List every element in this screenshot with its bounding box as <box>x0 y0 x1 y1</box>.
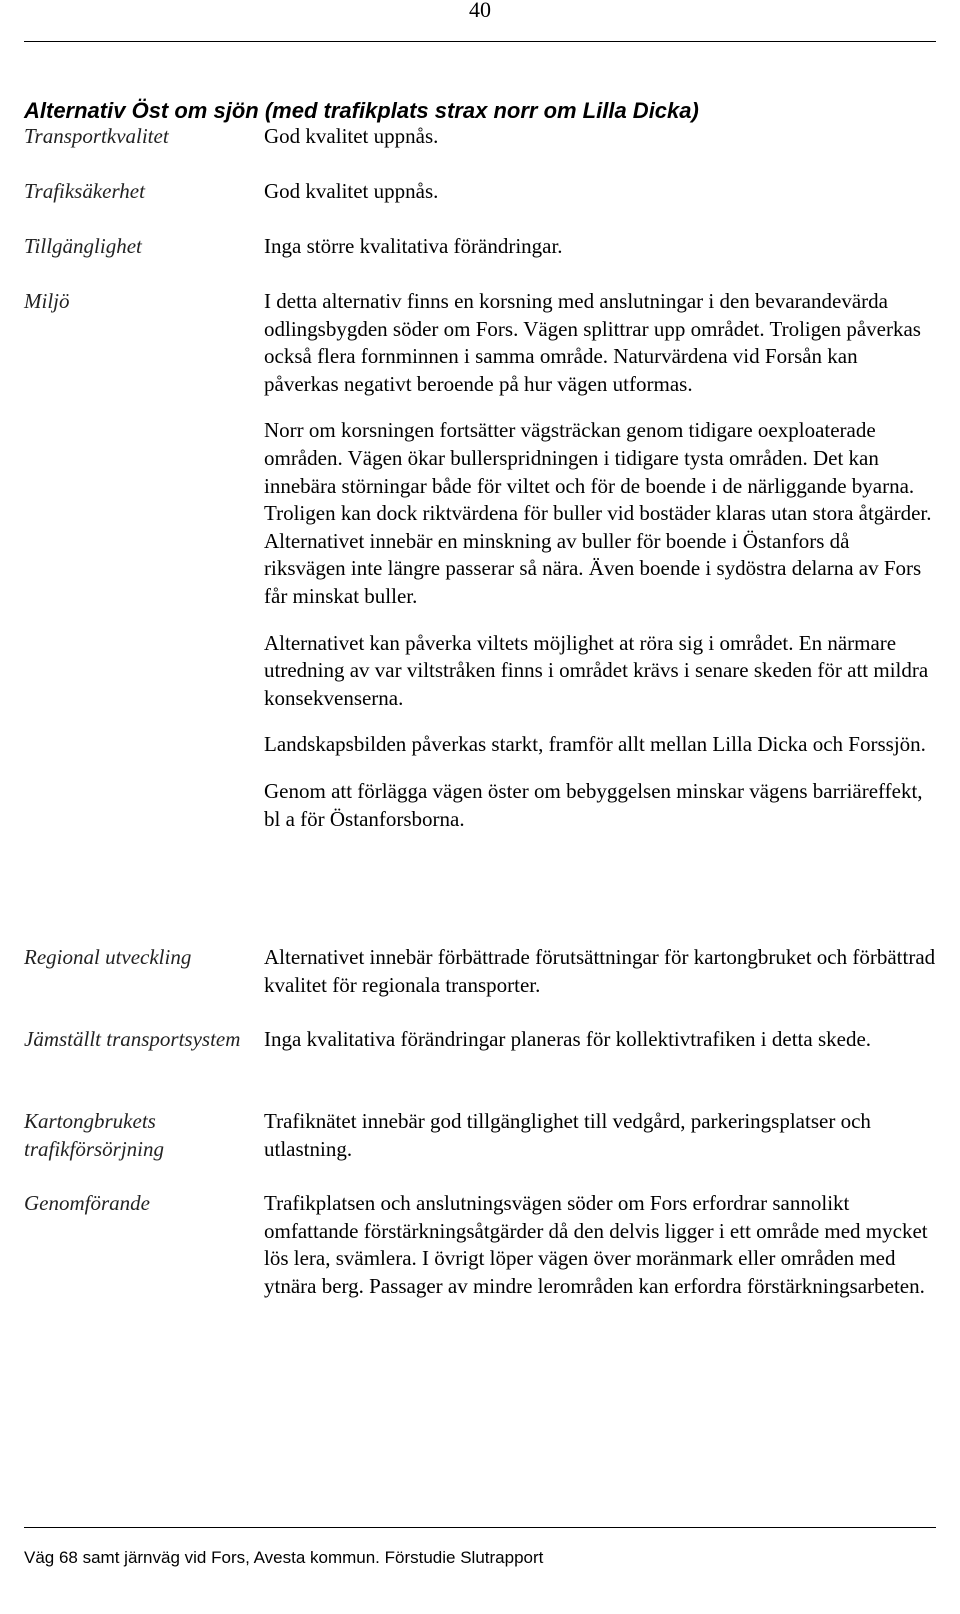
row-label: Miljö <box>24 289 70 313</box>
paragraph: I detta alternativ finns en korsning med anslutningar i den bevarandevärda odlingsbygden söder om Fors. Vägen splittrar upp området. Troligen påverkas också flera fornminnen i samma område. Naturvärdena vid Forsån kan påverkas negativt beroende på hur vägen utformas. <box>264 289 921 396</box>
paragraph: God kvalitet uppnås. <box>264 179 439 203</box>
paragraph: Inga kvalitativa förändringar planeras för kollektivtrafiken i detta skede. <box>264 1027 872 1051</box>
paragraph: Landskapsbilden påverkas starkt, framför allt mellan Lilla Dicka och Forssjön. <box>264 732 926 757</box>
row-content <box>264 233 936 261</box>
row-content <box>264 178 936 206</box>
row-label: Regional utveckling <box>24 945 192 969</box>
paragraph: God kvalitet uppnås. <box>264 124 439 148</box>
page-number: 40 <box>469 0 491 22</box>
row-content <box>264 288 936 833</box>
paragraph: Trafikplatsen och anslutningsvägen söder om Fors erfordrar sannolikt omfattande förstärkningsåtgärder då den delvis ligger i ett område med mycket lös lera, svämlera. I övrigt löper vägen över moränmark eller områden med ytnära berg. Passager av mindre lerområden kan erfordra förstärkningsarbeten. <box>264 1191 928 1298</box>
row-content <box>264 944 936 999</box>
row-content <box>264 123 936 151</box>
header-rule <box>24 41 936 42</box>
row-label: Genomförande <box>24 1191 150 1215</box>
row-content <box>264 1108 936 1163</box>
paragraph: Alternativet kan påverka viltets möjlighet at röra sig i området. En närmare utredning av var viltstråken finns i området krävs i senare skeden för att mildra konsekvenserna. <box>264 630 929 710</box>
paragraph: Inga större kvalitativa förändringar. <box>264 234 563 258</box>
paragraph: Norr om korsningen fortsätter vägsträckan genom tidigare oexploaterade områden. Vägen ökar bullerspridningen i tidigare tysta områden. Det kan innebära störningar både för viltet och för de boende i de närliggande byarna. Troligen kan dock riktvärdena för buller vid bostäder klaras utan stora åtgärder. Alternativet innebär en minskning av buller för boende i Östanfors då riksvägen inte längre passerar så nära. Även boende i sydöstra delarna av Fors får minskat buller. <box>264 418 932 608</box>
row-label: Jämställt transportsystem <box>24 1027 241 1051</box>
row-content <box>264 1190 936 1300</box>
row-label: Tillgänglighet <box>24 234 142 258</box>
paragraph: Alternativet innebär förbättrade förutsättningar för kartongbruket och förbättrad kvalitet för regionala transporter. <box>264 945 936 997</box>
row-content <box>264 1026 936 1054</box>
paragraph: Genom att förlägga vägen öster om bebyggelsen minskar vägens barriäreffekt, bl a för Östanforsborna. <box>264 778 923 831</box>
paragraph: Trafiknätet innebär god tillgänglighet till vedgård, parkeringsplatser och utlastning. <box>264 1109 871 1161</box>
footer-text: Väg 68 samt järnväg vid Fors, Avesta kommun. Förstudie Slutrapport <box>24 1548 544 1567</box>
footer-rule <box>24 1527 936 1528</box>
row-label: Trafiksäkerhet <box>24 179 145 203</box>
row-label: Transportkvalitet <box>24 124 169 148</box>
row-label: Kartongbrukets trafikförsörjning <box>24 1109 165 1161</box>
section-heading: Alternativ Öst om sjön (med trafikplats strax norr om Lilla Dicka) <box>24 98 699 123</box>
